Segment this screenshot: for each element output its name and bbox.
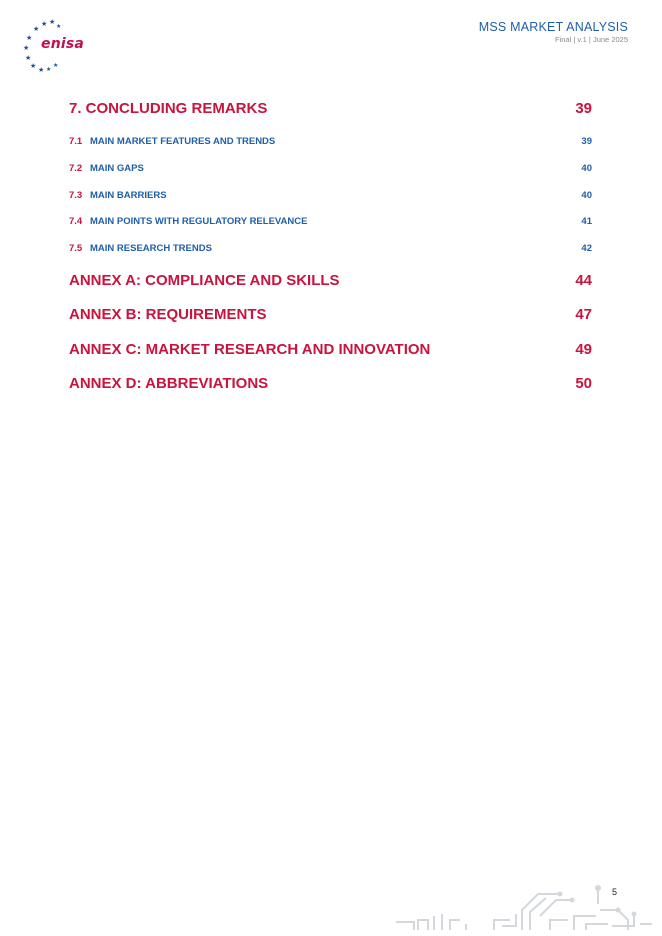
toc-entry-page: 49 (575, 341, 592, 358)
svg-text:★: ★ (49, 19, 56, 26)
toc-entry-concluding-remarks[interactable] (69, 100, 592, 117)
toc-subentry-number: 7.1 (69, 136, 83, 147)
toc-entry-label: ANNEX B: REQUIREMENTS (69, 306, 267, 323)
toc-entry-page: 44 (575, 272, 592, 289)
toc-subentry-label: MAIN POINTS WITH REGULATORY RELEVANCE (90, 216, 308, 227)
toc-subentry-number: 7.2 (69, 163, 83, 174)
svg-text:★: ★ (38, 67, 45, 74)
svg-text:★: ★ (30, 63, 37, 70)
toc-subentry-page: 40 (581, 190, 592, 201)
toc-entry-label: 7. CONCLUDING REMARKS (69, 100, 268, 117)
circuit-decoration-icon (390, 880, 662, 936)
svg-text:★: ★ (46, 67, 52, 73)
toc-subentry[interactable] (69, 216, 592, 227)
toc-subentry-label: MAIN MARKET FEATURES AND TRENDS (90, 136, 276, 147)
document-title: MSS MARKET ANALYSIS (478, 20, 628, 34)
svg-text:★: ★ (33, 26, 40, 33)
toc-entry-label: ANNEX D: ABBREVIATIONS (69, 375, 269, 392)
svg-text:★: ★ (56, 24, 62, 30)
toc-entry-page: 50 (575, 375, 592, 392)
toc-subentry[interactable] (69, 190, 592, 201)
toc-subentry-number: 7.4 (69, 216, 83, 227)
toc-subentry-page: 40 (581, 163, 592, 174)
toc-subentry-label: MAIN RESEARCH TRENDS (90, 243, 212, 254)
toc-subentry[interactable] (69, 243, 592, 254)
toc-subentry-page: 41 (581, 216, 592, 227)
toc-subentry-page: 39 (581, 136, 592, 147)
toc-entry-page: 47 (575, 306, 592, 323)
svg-text:★: ★ (25, 55, 32, 62)
toc-entry-annex-d[interactable] (69, 375, 592, 392)
toc-entry-annex-b[interactable] (69, 306, 592, 323)
toc-entry-page: 39 (575, 100, 592, 117)
toc-subentry-number: 7.3 (69, 190, 83, 201)
toc-subentry-page: 42 (581, 243, 592, 254)
svg-text:★: ★ (23, 45, 30, 52)
svg-text:★: ★ (26, 35, 33, 42)
toc-subentry[interactable] (69, 163, 592, 174)
toc-subentry-number: 7.5 (69, 243, 83, 254)
toc-entry-label: ANNEX A: COMPLIANCE AND SKILLS (69, 272, 340, 289)
document-header (479, 20, 628, 44)
toc-entry-annex-c[interactable] (69, 341, 592, 358)
toc-subentry[interactable] (69, 136, 592, 147)
logo-text: enisa (41, 36, 85, 52)
document-version: Final | v.1 | June 2025 (555, 35, 628, 44)
svg-text:★: ★ (41, 21, 48, 28)
toc-subentry-label: MAIN BARRIERS (90, 190, 167, 201)
toc-entry-annex-a[interactable] (69, 272, 592, 289)
svg-text:★: ★ (53, 63, 59, 69)
page-number: 5 (612, 887, 618, 897)
toc-entry-label: ANNEX C: MARKET RESEARCH AND INNOVATION (69, 341, 431, 358)
toc-subentry-label: MAIN GAPS (90, 163, 144, 174)
